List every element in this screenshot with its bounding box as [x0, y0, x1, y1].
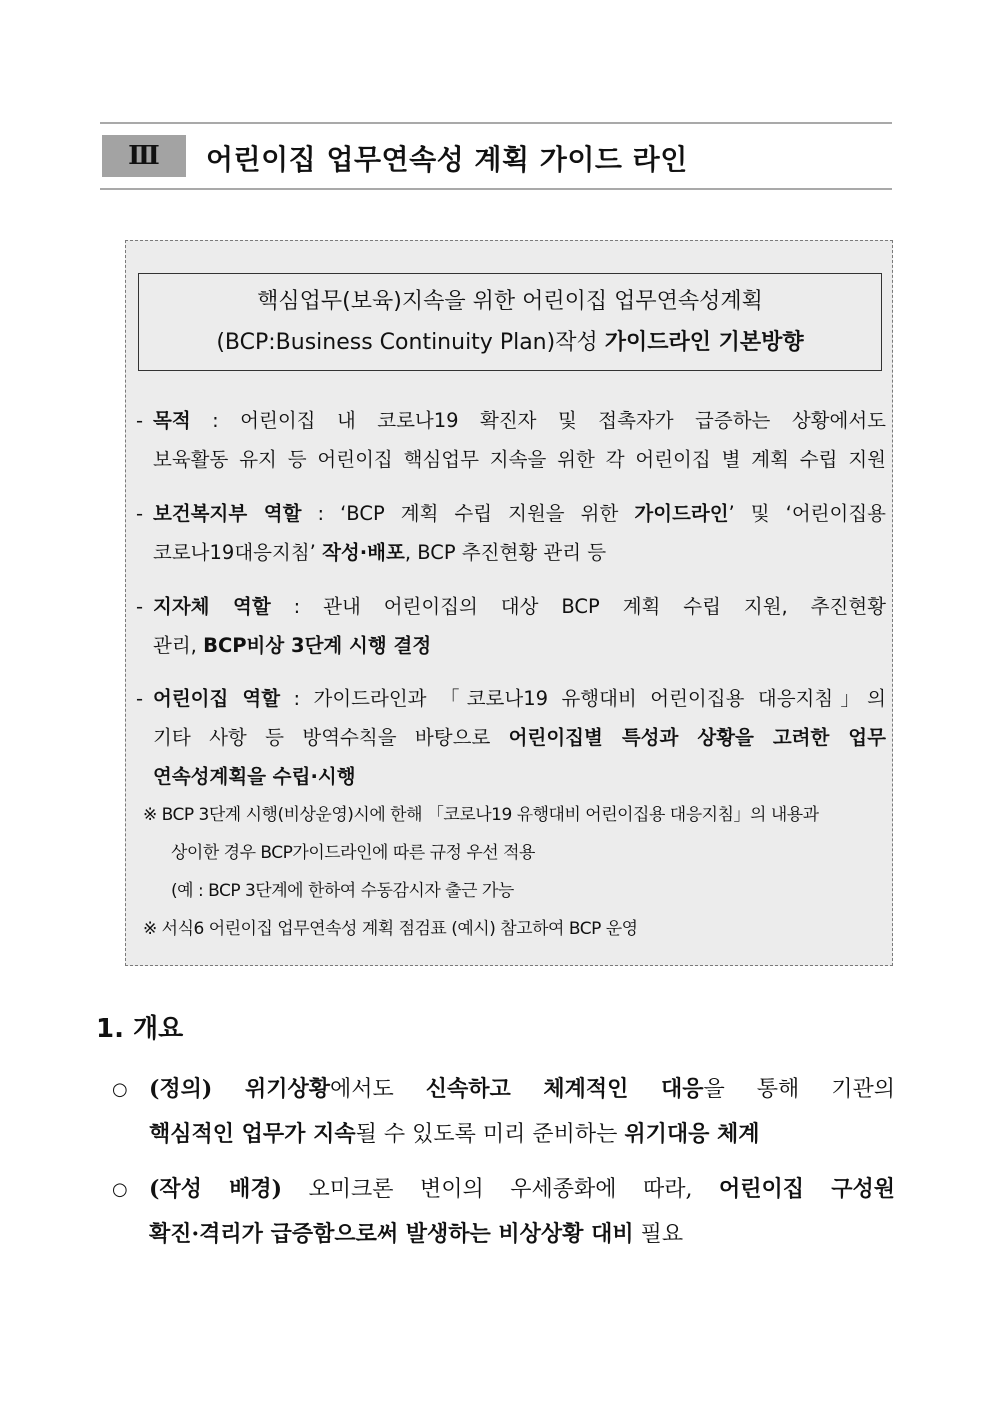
item-dash: -	[136, 502, 144, 525]
section-heading: 1. 개요	[96, 1014, 184, 1044]
item-label: 어린이집 역할	[153, 687, 281, 710]
guideline-title-plain: (BCP:Business Continuity Plan)작성	[216, 330, 605, 355]
chapter-title: 어린이집 업무연속성 계획 가이드 라인	[206, 143, 688, 176]
note-line: ※ BCP 3단계 시행(비상운영)시에 한해 「코로나19 유행대비 어린이집용 대응지침」의 내용과	[143, 805, 819, 825]
header-top-rule	[100, 122, 892, 124]
header-bottom-rule	[100, 188, 892, 190]
guideline-title-box	[138, 273, 882, 371]
note-line: (예 : BCP 3단계에 한하여 수동감시자 출근 가능	[171, 881, 514, 901]
item-text: 보육활동 유지 등 어린이집 핵심업무 지속을 위한 각 어린이집 별 계획 수립 지원	[153, 448, 886, 471]
guideline-title-line2	[139, 322, 881, 363]
item-label: 지자체 역할	[153, 595, 271, 618]
chapter-header	[100, 122, 892, 190]
item-text: 어린이집 내 코로나19 확진자 및 접촉자가 급증하는 상황에서도	[240, 409, 886, 432]
item-dash: -	[136, 687, 144, 710]
bullet-circle-icon: ○	[112, 1179, 128, 1200]
chapter-number-badge: Ⅲ	[102, 135, 186, 177]
note-line: 상이한 경우 BCP가이드라인에 따른 규정 우선 적용	[171, 843, 535, 863]
note-line: ※ 서식6 어린이집 업무연속성 계획 점검표 (예시) 참고하여 BCP 운영	[143, 919, 638, 939]
guideline-notes	[143, 796, 893, 948]
guideline-title-bold: 가이드라인 기본방향	[604, 330, 804, 355]
item-label: 목적	[153, 409, 191, 432]
guideline-box: 핵심업무(보육)지속을 위한 어린이집 업무연속성계획 (BCP:Business Continuity Plan)작성 가이드라인 기본방향 - 목적 : 어린이집 내 코로나19 확진자 및 접촉자가 급증하는 상황에서도 보육활동 유지 등 어린이집 핵심업무 지속을 위한 각 어린이집 별 계획 수립 지원 - 보건복지부 역할 : ‘BCP 계획 수립 지원을 위한 가이드라인’ 및 ‘어린이집용 코로나19대응지침’ 작성·배포, BCP 추진현황 관리 등 - 지자체 역할 : 관내 어린이집의 대상 BCP 계획 수립 지원, 추진현황 관리, BCP비상 3단계 시행 결정 - 어린이집 역할 : 가이드라인과 「코로나19 유행대비 어린이집용 대응지침」의 기타 사항 등 방역수칙을 바탕으로 어린이집별 특성과 상황을 고려한 업무 연속성계획을 수립·시행 ※ BCP 3단계 시행(비상운영)시에 한해 「코로나19 유행대비 어린이집용 대응지침」의 내용과 상이한 경우 BCP가이드라인에 따른 규정 우선 적용 (예 : BCP 3단계에 한하여 수동감시자 출근 가능 ※ 서식6 어린이집 업무연속성 계획 점검표 (예시) 참고하여 BCP 운영	[125, 240, 893, 966]
item-dash: -	[136, 595, 144, 618]
item-label: 보건복지부 역할	[153, 502, 302, 525]
item-dash: -	[136, 409, 144, 432]
bullet-circle-icon: ○	[112, 1079, 128, 1100]
guideline-title-line1: 핵심업무(보육)지속을 위한 어린이집 업무연속성계획	[257, 289, 763, 314]
